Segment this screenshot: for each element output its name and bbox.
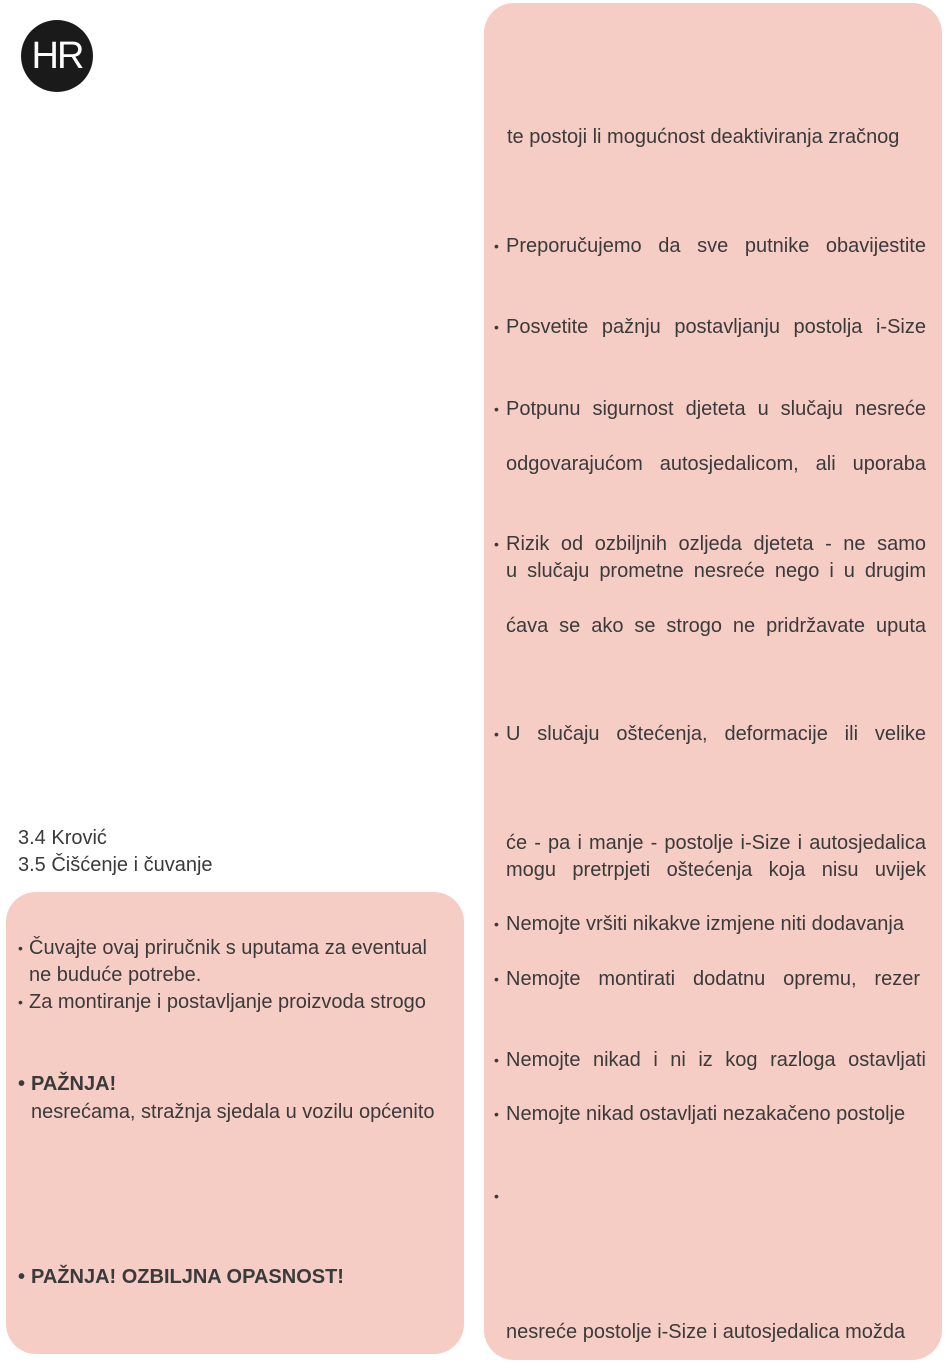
language-badge: HR [21, 20, 93, 92]
warning-bullet: • [18, 1266, 26, 1288]
right-line-15: Nemojte nikad ostavljati nezakačeno postolje [506, 1103, 906, 1125]
right-line-1: te postoji li mogućnost deaktiviranja zračnog [507, 126, 900, 148]
right-line-7: u slučaju prometne nesreće nego i u drugim [506, 560, 926, 582]
left-line-2: ne buduće potrebe. [29, 964, 202, 986]
bullet-marker: • [18, 994, 23, 1010]
left-line-1: Čuvajte ovaj priručnik s uputama za eventual [29, 937, 427, 959]
section-heading-cleaning: 3.5 Čišćenje i čuvanje [18, 854, 213, 876]
left-line-4: nesrećama, stražnja sjedala u vozilu općenito [31, 1101, 435, 1123]
warning-bullet: • [18, 1073, 26, 1095]
right-line-9: U slučaju oštećenja, deformacije ili velike [506, 723, 926, 745]
warning-label-1: PAŽNJA! [31, 1073, 117, 1095]
right-line-2: Preporučujemo da sve putnike obavijestite [506, 235, 926, 257]
right-line-12: Nemojte vršiti nikakve izmjene niti dodavanja [506, 913, 904, 935]
warning-label-2: PAŽNJA! OZBILJNA OPASNOST! [31, 1266, 344, 1288]
bullet-marker: • [494, 1188, 499, 1204]
right-line-16: nesreće postolje i-Size i autosjedalica možda [506, 1321, 906, 1343]
bullet-marker: • [494, 401, 499, 417]
right-line-10: će - pa i manje - postolje i-Size i autosjedalica [506, 832, 926, 854]
bullet-marker: • [494, 726, 499, 742]
right-line-4: Potpunu sigurnost djeteta u slučaju nesreće [506, 398, 926, 420]
bullet-marker: • [494, 1106, 499, 1122]
section-heading-roof: 3.4 Krović [18, 827, 107, 849]
right-line-6: Rizik od ozbiljnih ozljeda djeteta - ne samo [506, 533, 926, 555]
right-line-14: Nemojte nikad i ni iz kog razloga ostavljati [506, 1049, 926, 1071]
right-line-8: ćava se ako se strogo ne pridržavate uputa [506, 615, 926, 637]
right-line-11: mogu pretrpjeti oštećenja koja nisu uvijek [506, 859, 926, 881]
right-line-13: Nemojte montirati dodatnu opremu, rezer [506, 968, 920, 990]
right-line-5: odgovarajućom autosjedalicom, ali uporaba [506, 453, 926, 475]
bullet-marker: • [494, 1052, 499, 1068]
bullet-marker: • [494, 536, 499, 552]
bullet-marker: • [494, 238, 499, 254]
right-content-panel [484, 3, 942, 1360]
bullet-marker: • [494, 916, 499, 932]
bullet-marker: • [494, 319, 499, 335]
right-line-3: Posvetite pažnju postavljanju postolja i-Size [506, 316, 926, 338]
bullet-marker: • [494, 971, 499, 987]
bullet-marker: • [18, 940, 23, 956]
left-line-3: Za montiranje i postavljanje proizvoda strogo [29, 991, 426, 1013]
